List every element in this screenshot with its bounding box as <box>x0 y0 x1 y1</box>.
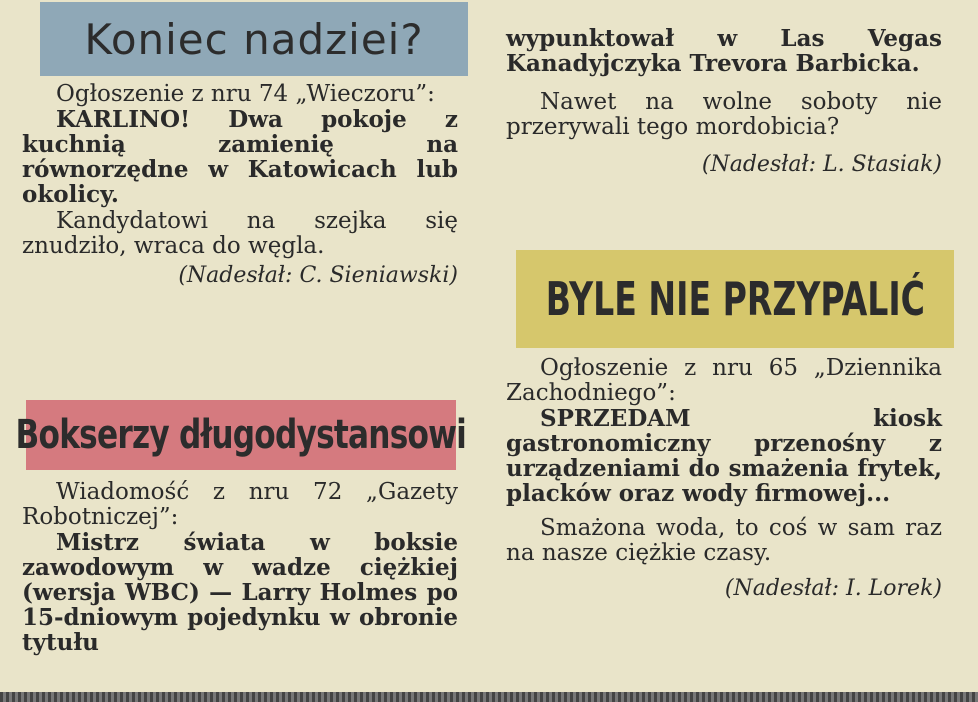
article-koniec-nadziei <box>22 82 458 288</box>
article-signature: (Nadesłał: C. Sieniawski) <box>178 263 458 288</box>
article-intro: Ogłoszenie z nru 74 „Wieczoru”: <box>56 81 435 107</box>
article-quote-continued: wypunktował w Las Vegas Kanadyjczyka Trevora Barbicka. <box>506 25 942 77</box>
heading-koniec-nadziei <box>40 2 468 76</box>
article-quote: Mistrz świata w boksie zawodowym w wadze ciężkiej (wersja WBC) — Larry Holmes po 15-dniowym pojedynku w obronie tytułu <box>22 529 458 656</box>
article-byle-nie-przypalic <box>506 356 942 601</box>
article-comment: Nawet na wolne soboty nie przerywali tego mordobicia? <box>506 89 942 140</box>
article-quote: SPRZEDAM kiosk gastronomiczny przenośny z urządzeniami do smażenia frytek, placków oraz wody firmowej... <box>506 405 942 507</box>
bottom-divider <box>0 692 978 702</box>
article-bokserzy-continued <box>506 26 942 177</box>
heading-text: BYLE NIE PRZYPALIĆ <box>545 272 925 326</box>
heading-text: Bokserzy długodystansowi <box>15 412 467 458</box>
article-comment: Kandydatowi na szejka się znudziło, wraca do węgla. <box>22 208 458 259</box>
article-signature: (Nadesłał: L. Stasiak) <box>701 152 942 177</box>
article-quote: KARLINO! Dwa pokoje z kuchnią zamienię na równorzędne w Katowicach lub okolicy. <box>22 106 458 208</box>
article-signature: (Nadesłał: I. Lorek) <box>724 576 942 601</box>
article-intro: Wiadomość z nru 72 „Gazety Robotniczej”: <box>22 479 458 530</box>
heading-bokserzy <box>15 400 467 470</box>
article-comment: Smażona woda, to coś w sam raz na nasze ciężkie czasy. <box>506 515 942 566</box>
heading-byle-nie-przypalic <box>516 250 954 348</box>
article-intro: Ogłoszenie z nru 65 „Dziennika Zachodniego”: <box>506 355 942 406</box>
article-bokserzy-start <box>22 480 458 655</box>
heading-text: Koniec nadziei? <box>84 14 424 64</box>
